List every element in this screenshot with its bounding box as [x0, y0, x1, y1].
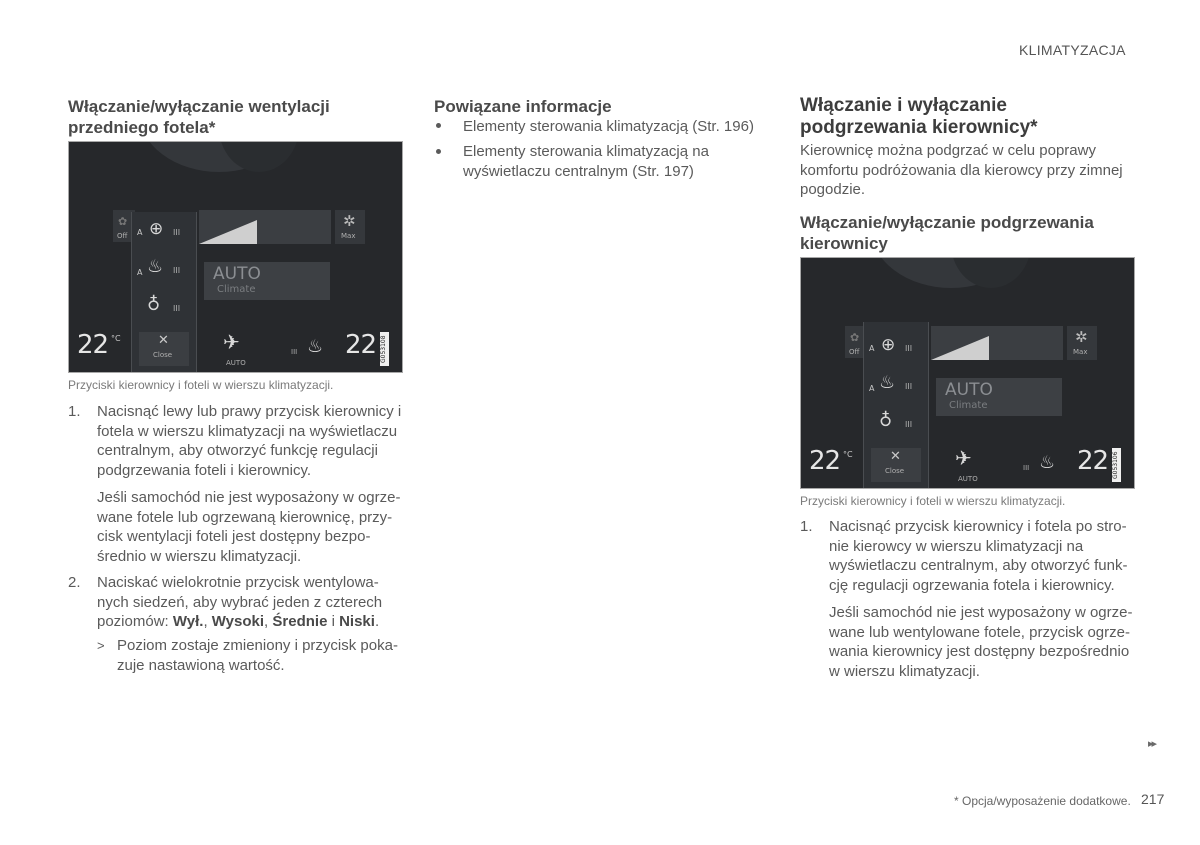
text-line: Jeśli samochód nie jest wyposażony w ogrze- [829, 604, 1133, 621]
text-line: w wierszu klimatyzacji. [829, 662, 980, 680]
level-bars: III [173, 228, 181, 237]
fan-small-icon: ✿ [118, 215, 128, 228]
intro-text [800, 141, 1123, 200]
temp-unit: °C [843, 450, 853, 459]
text-line: komfortu podróżowania dla kierowcy przy zimnej [800, 161, 1123, 179]
title-line: Włączanie/wyłączanie podgrzewania [800, 213, 1094, 232]
step-text [829, 517, 1127, 595]
title-line: przedniego fotela* [68, 118, 216, 137]
temp-unit: °C [111, 334, 121, 343]
level-bars: III [905, 420, 913, 429]
temp-ramp [199, 220, 257, 244]
step-text [97, 402, 401, 480]
step-number: 1. [800, 518, 813, 535]
a-label: A [869, 384, 875, 393]
close-label: Close [153, 351, 173, 359]
level-bars: III [1023, 464, 1030, 472]
max-label: Max [1073, 348, 1088, 356]
text-line: wane lub wentylowane fotele, przycisk ogrze- [829, 623, 1130, 641]
period: . [374, 613, 380, 630]
related-info-title: Powiązane informacje [434, 97, 612, 116]
level-bars: III [173, 304, 181, 313]
step-text [97, 573, 382, 632]
text-line: pogodzie. [800, 181, 866, 198]
separator: , [264, 613, 273, 630]
step-note [829, 603, 1132, 681]
seat-heat-icon: ♨ [879, 372, 896, 393]
page-number: 217 [1141, 791, 1165, 807]
text-line: Elementy sterowania klimatyzacją na [463, 143, 709, 160]
footnote: * Opcja/wyposażenie dodatkowe. [954, 794, 1131, 808]
text-line: Naciskać wielokrotnie przycisk wentylowa- [97, 574, 379, 591]
result-marker: > [97, 638, 105, 653]
bullet [436, 123, 441, 128]
text-line: podgrzewania foteli i kierownicy. [97, 461, 311, 479]
level-bars: III [905, 382, 913, 391]
climate-screen-image [800, 257, 1135, 489]
related-link[interactable] [463, 142, 709, 181]
step-note [97, 488, 400, 566]
a-label: A [869, 344, 875, 353]
text-line: nych siedzeń, aby wybrać jeden z czterech [97, 593, 383, 611]
text-line: wyświetlaczu centralnym (Str. 197) [463, 162, 694, 180]
text-line: wania kierownicy jest dostępny bezpośrednio [829, 643, 1130, 660]
text-line: wane fotele lub ogrzewaną kierownicę, przy- [97, 508, 393, 526]
text-line: Poziom zostaje zmieniony i przycisk poka- [117, 637, 398, 654]
a-label: A [137, 228, 143, 237]
level-medium: Średnie [272, 613, 328, 630]
step-number: 1. [68, 403, 81, 420]
steering-heat-icon: ⊕ [149, 219, 164, 239]
level-bars: III [173, 266, 181, 275]
fan-auto-label: AUTO [226, 359, 246, 367]
fan-icon: ✲ [1075, 328, 1088, 346]
climate-label: Climate [217, 284, 256, 295]
seat-heat-right-icon: ♨ [307, 336, 324, 357]
section-header: KLIMATYZACJA [1019, 42, 1126, 58]
seat-ventilation-icon: ♁ [147, 294, 161, 315]
text-line: Nacisnąć przycisk kierownicy i fotela po stro- [829, 518, 1127, 535]
text-line: Kierownicę można podgrzać w celu poprawy [800, 142, 1096, 159]
auto-label: AUTO [213, 264, 261, 284]
text-line: średnio w wierszu klimatyzacji. [97, 547, 302, 565]
close-icon: ✕ [158, 333, 169, 348]
image-caption: Przyciski kierownicy i foteli w wierszu klimatyzacji. [68, 378, 334, 392]
steering-heating-title [800, 95, 1038, 139]
related-link[interactable] [463, 117, 754, 137]
seat-heat-right-icon: ♨ [1039, 452, 1056, 473]
airflow-icon: ✈ [955, 446, 972, 470]
fan-small-icon: ✿ [850, 331, 860, 344]
temp-ramp [931, 336, 989, 360]
off-label: Off [117, 232, 128, 240]
seat-heat-icon: ♨ [147, 256, 164, 277]
close-icon: ✕ [890, 449, 901, 464]
max-label: Max [341, 232, 356, 240]
text-line: wyświetlaczu centralnym, aby otworzyć funk- [829, 557, 1128, 574]
image-code: G053108 [380, 332, 389, 366]
section-title-seat-ventilation [68, 96, 330, 138]
text-line: Nacisnąć lewy lub prawy przycisk kierownicy i [97, 403, 402, 420]
title-line: Włączanie/wyłączanie wentylacji [68, 97, 330, 116]
image-code: G053106 [1112, 448, 1121, 482]
level-off: Wył. [172, 613, 204, 630]
level-bars: III [905, 344, 913, 353]
climate-screen-image [68, 141, 403, 373]
temp-right: 22 [345, 330, 377, 360]
level-low: Niski [339, 613, 375, 630]
temp-left: 22 [77, 330, 109, 360]
auto-label: AUTO [945, 380, 993, 400]
step-number: 2. [68, 574, 81, 591]
continue-arrow-icon: ▸▸ [1148, 738, 1156, 750]
text-line: fotela w wierszu klimatyzacji na wyświetlaczu [97, 422, 398, 440]
steering-heat-icon: ⊕ [881, 335, 896, 355]
step-result [117, 636, 398, 675]
temp-left: 22 [809, 446, 841, 476]
text-line: cisk wentylacji foteli jest dostępny bezpo- [97, 528, 371, 545]
title-line: kierownicy [800, 234, 888, 253]
image-caption: Przyciski kierownicy i foteli w wierszu klimatyzacji. [800, 494, 1066, 508]
seat-ventilation-icon: ♁ [879, 410, 893, 431]
a-label: A [137, 268, 143, 277]
text-line: Jeśli samochód nie jest wyposażony w ogrze- [97, 489, 401, 506]
levels-prefix: poziomów: [97, 613, 173, 630]
climate-label: Climate [949, 400, 988, 411]
fan-icon: ✲ [343, 212, 356, 230]
level-bars: III [291, 348, 298, 356]
text-line: nie kierowcy w wierszu klimatyzacji na [829, 537, 1084, 555]
title-line: podgrzewania kierownicy* [800, 117, 1038, 138]
off-label: Off [849, 348, 860, 356]
text-line: zuje nastawioną wartość. [117, 656, 285, 674]
title-line: Włączanie i wyłączanie [800, 95, 1007, 116]
level-high: Wysoki [211, 613, 265, 630]
bullet [436, 149, 441, 154]
airflow-icon: ✈ [223, 330, 240, 354]
levels-line [97, 612, 382, 632]
temp-right: 22 [1077, 446, 1109, 476]
text-line: centralnym, aby otworzyć funkcję regulacji [97, 442, 378, 459]
text-line: Elementy sterowania klimatyzacją (Str. 196) [463, 118, 754, 135]
separator: i [327, 613, 340, 630]
fan-auto-label: AUTO [958, 475, 978, 483]
close-label: Close [885, 467, 905, 475]
text-line: cję regulacji ogrzewania fotela i kierownicy. [829, 576, 1115, 594]
separator: , [203, 613, 212, 630]
subsection-title [800, 212, 1094, 254]
